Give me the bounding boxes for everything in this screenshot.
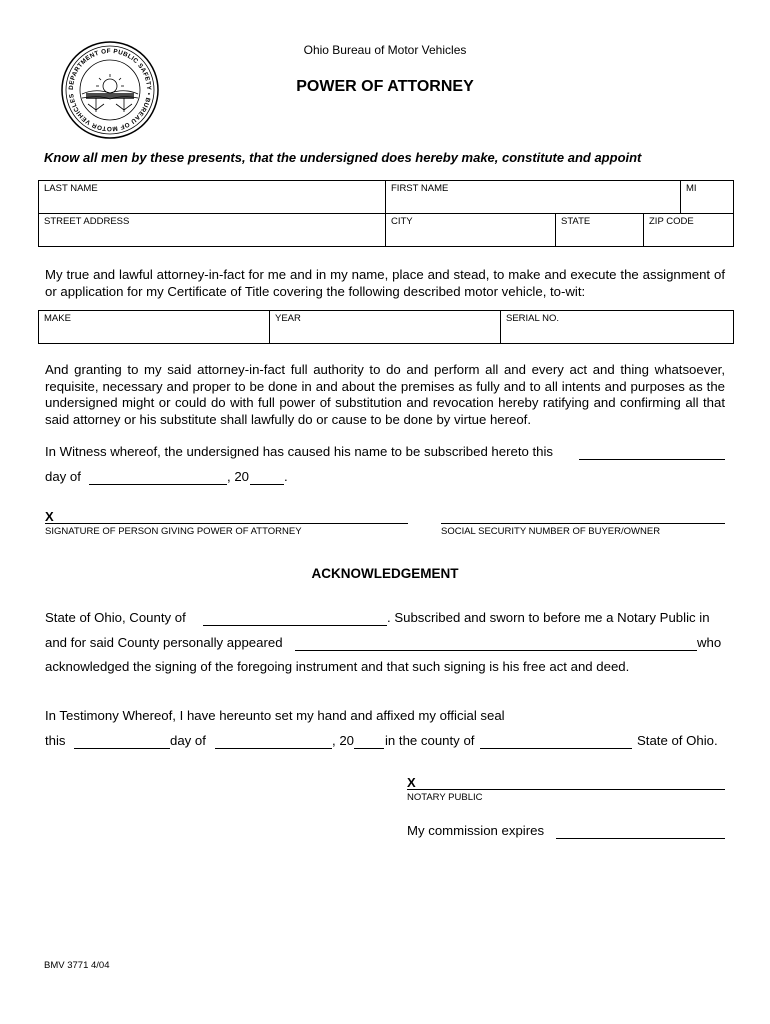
testimony-county-blank[interactable] (480, 733, 632, 749)
svg-text:DEPARTMENT OF PUBLIC SAFETY •: DEPARTMENT OF PUBLIC SAFETY • BUREAU OF MOTOR VEHICLES (67, 47, 153, 133)
mi-label: MI (686, 183, 697, 194)
ssn-label: SOCIAL SECURITY NUMBER OF BUYER/OWNER (441, 526, 661, 537)
testimony-year-prefix: , 20 (332, 733, 354, 748)
serial-no-label: SERIAL NO. (506, 313, 559, 324)
state-field[interactable] (556, 214, 644, 247)
signer-signature-line[interactable] (45, 508, 408, 524)
testimony-state-text: State of Ohio. (637, 733, 718, 748)
testimony-day-blank[interactable] (74, 733, 170, 749)
last-name-label: LAST NAME (44, 183, 98, 194)
ack-who-text: who (697, 635, 722, 650)
serial-no-field[interactable] (501, 311, 734, 344)
vehicle-table (38, 310, 734, 344)
appointment-paragraph: My true and lawful attorney-in-fact for me and in my name, place and stead, to make and execute the assignment of or application for my Certificate of Title covering the following described motor vehicle, to-wit: (45, 267, 725, 299)
notary-signature-line[interactable] (407, 774, 725, 790)
witness-year-blank[interactable] (250, 469, 284, 485)
commission-text: My commission expires (407, 823, 545, 838)
witness-month-blank[interactable] (89, 469, 227, 485)
ssn-line[interactable] (441, 508, 725, 524)
signer-x-mark: X (45, 509, 54, 524)
make-label: MAKE (44, 313, 71, 324)
zip-code-field[interactable] (644, 214, 734, 247)
testimony-county-text: in the county of (385, 733, 475, 748)
ack-person-blank[interactable] (295, 635, 697, 651)
form-id: BMV 3771 4/04 (44, 960, 110, 971)
commission-blank[interactable] (556, 823, 725, 839)
first-name-field[interactable] (386, 181, 681, 214)
first-name-label: FIRST NAME (391, 183, 449, 194)
last-name-field[interactable] (39, 181, 386, 214)
testimony-month-blank[interactable] (215, 733, 332, 749)
testimony-text: In Testimony Whereof, I have hereunto set my hand and affixed my official seal (45, 708, 505, 723)
notary-x-mark: X (407, 775, 416, 790)
mi-field[interactable] (681, 181, 734, 214)
ack-state-county-text: State of Ohio, County of (45, 610, 186, 625)
authority-paragraph: And granting to my said attorney-in-fact full authority to do and perform all and every act and thing whatsoever, requisite, necessary and proper to be done in and about the premises as fully and to all intents and purposes as the undersigned might or could do with full power of substitution and revocation hereby ratifying and confirming all that said attorney or his substitute shall lawfully do or cause to be done by virtue hereof. (45, 362, 725, 427)
ack-appeared-text: and for said County personally appeared (45, 635, 283, 650)
street-address-label: STREET ADDRESS (44, 216, 130, 227)
witness-text: In Witness whereof, the undersigned has caused his name to be subscribed hereto this (45, 444, 554, 459)
street-address-field[interactable] (39, 214, 386, 247)
form-title: POWER OF ATTORNEY (296, 78, 474, 95)
zip-code-label: ZIP CODE (649, 216, 694, 227)
witness-year-prefix: , 20 (227, 469, 249, 484)
make-field[interactable] (39, 311, 270, 344)
testimony-year-blank[interactable] (354, 733, 384, 749)
ack-acknowledged-text: acknowledged the signing of the foregoing instrument and that such signing is his free act and deed. (45, 659, 630, 674)
witness-period: . (284, 469, 288, 484)
witness-day-blank[interactable] (579, 444, 725, 460)
acknowledgement-heading: ACKNOWLEDGEMENT (311, 566, 459, 581)
state-label: STATE (561, 216, 591, 227)
city-label: CITY (391, 216, 413, 227)
ack-sworn-text: . Subscribed and sworn to before me a Notary Public in (387, 610, 710, 625)
year-label: YEAR (275, 313, 301, 324)
city-field[interactable] (386, 214, 556, 247)
signer-label: SIGNATURE OF PERSON GIVING POWER OF ATTORNEY (45, 526, 302, 537)
appointee-table (38, 180, 734, 247)
ack-county-blank[interactable] (203, 610, 387, 626)
intro-text: Know all men by these presents, that the undersigned does hereby make, constitute and appoint (44, 150, 642, 165)
witness-day-of-text: day of (45, 469, 81, 484)
year-field[interactable] (270, 311, 501, 344)
agency-name: Ohio Bureau of Motor Vehicles (303, 43, 467, 57)
testimony-this-text: this (45, 733, 66, 748)
testimony-day-of-text: day of (170, 733, 206, 748)
notary-label: NOTARY PUBLIC (407, 792, 483, 803)
